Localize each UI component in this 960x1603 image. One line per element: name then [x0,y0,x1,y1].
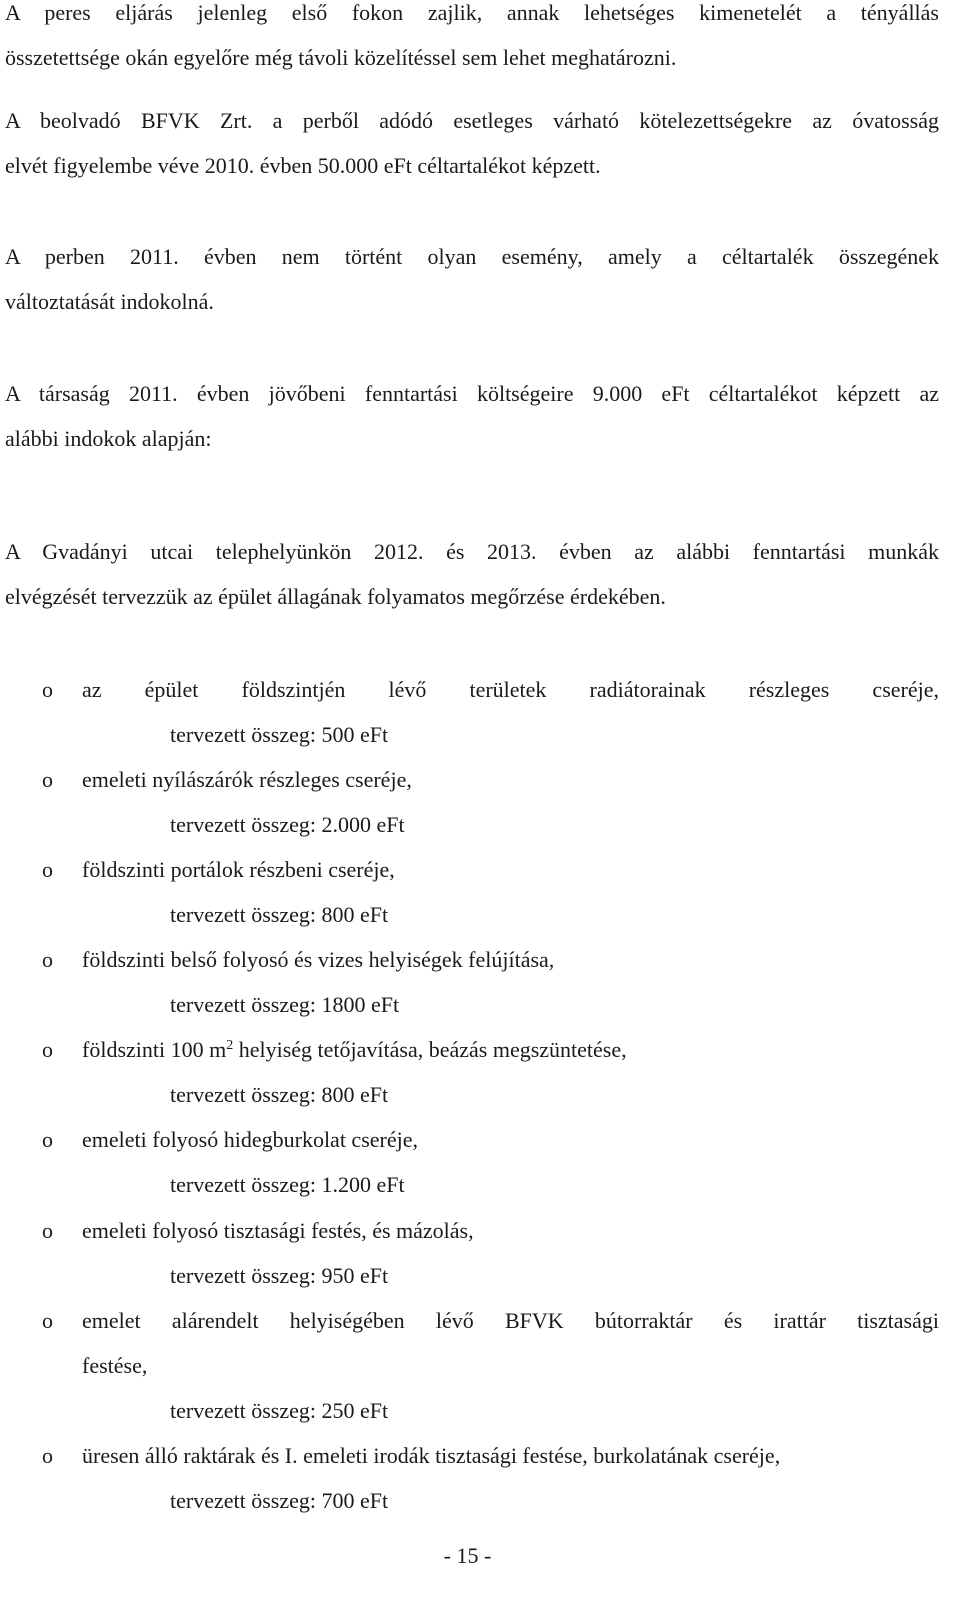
text-segment: földszinti 100 m [82,1037,227,1062]
text-line: emeleti folyosó tisztasági festés, és mázolás, [82,1218,474,1243]
list-item-text [82,1027,939,1072]
list-item-text [82,1433,939,1478]
text-line: A beolvadó BFVK Zrt. a perből adódó esetleges várható kötelezettségekre az óvatosság [5,108,939,133]
text-line: festése, [82,1353,148,1378]
list-item-text [82,667,939,712]
text-line: A perben 2011. évben nem történt olyan esemény, amely a céltartalék összegének [5,244,939,269]
bullet-marker: o [42,677,53,702]
planned-cost: tervezett összeg: 800 eFt [170,902,389,927]
text-line: földszinti belső folyosó és vizes helyiségek felújítása, [82,947,555,972]
list-item-text [82,757,939,802]
text-line: üresen álló raktárak és I. emeleti irodák tisztasági festése, burkolatának cseréje, [82,1443,781,1468]
list-item-text [82,1208,939,1253]
bullet-marker: o [42,857,53,882]
text-line: alábbi indokok alapján: [5,426,212,451]
text-segment: helyiség tetőjavítása, beázás megszüntetése, [233,1037,627,1062]
bullet-marker: o [42,1443,53,1468]
text-line: A peres eljárás jelenleg első fokon zajlik, annak lehetséges kimenetelét a tényállás [5,0,939,25]
bullet-marker: o [42,947,53,972]
planned-cost: tervezett összeg: 1800 eFt [170,992,400,1017]
bullet-marker: o [42,1218,53,1243]
planned-cost: tervezett összeg: 950 eFt [170,1263,389,1288]
text-line: elvét figyelembe véve 2010. évben 50.000 eFt céltartalékot képzett. [5,153,601,178]
superscript: 2 [226,1038,234,1053]
planned-cost: tervezett összeg: 800 eFt [170,1082,389,1107]
bullet-marker: o [42,1308,53,1333]
list-item-text [82,937,939,982]
page-number: - 15 - [443,1543,492,1568]
paragraph-gvadanyi-plans [5,529,939,619]
planned-cost: tervezett összeg: 250 eFt [170,1398,389,1423]
bullet-marker: o [42,1127,53,1152]
text-line: földszinti portálok részbeni cseréje, [82,857,395,882]
text-line: elvégzését tervezzük az épület állagának folyamatos megőrzése érdekében. [5,584,666,609]
planned-cost: tervezett összeg: 500 eFt [170,722,389,747]
text-line: emeleti nyílászárók részleges cseréje, [82,767,412,792]
paragraph-provision-2010 [5,98,939,188]
planned-cost: tervezett összeg: 700 eFt [170,1488,389,1513]
text-line [82,1027,939,1072]
text-line: az épület földszintjén lévő területek radiátorainak részleges cseréje, [82,677,939,702]
text-line: összetettsége okán egyelőre még távoli közelítéssel sem lehet meghatározni. [5,45,677,70]
planned-cost: tervezett összeg: 2.000 eFt [170,812,405,837]
text-line: A Gvadányi utcai telephelyünkön 2012. és 2013. évben az alábbi fenntartási munkák [5,539,939,564]
paragraph-no-change-2011 [5,234,939,324]
text-line: változtatását indokolná. [5,289,214,314]
bullet-marker: o [42,1037,53,1062]
paragraph-maintenance-provision [5,371,939,461]
text-line: A társaság 2011. évben jövőbeni fenntartási költségeire 9.000 eFt céltartalékot képzett az [5,381,939,406]
text-line: emeleti folyosó hidegburkolat cseréje, [82,1127,418,1152]
bullet-marker: o [42,767,53,792]
list-item-text [82,1298,939,1388]
text-line: emelet alárendelt helyiségében lévő BFVK bútorraktár és irattár tisztasági [82,1308,939,1333]
paragraph-lawsuit-status [5,0,939,80]
list-item-text [82,847,939,892]
list-item-text [82,1117,939,1162]
planned-cost: tervezett összeg: 1.200 eFt [170,1172,405,1197]
